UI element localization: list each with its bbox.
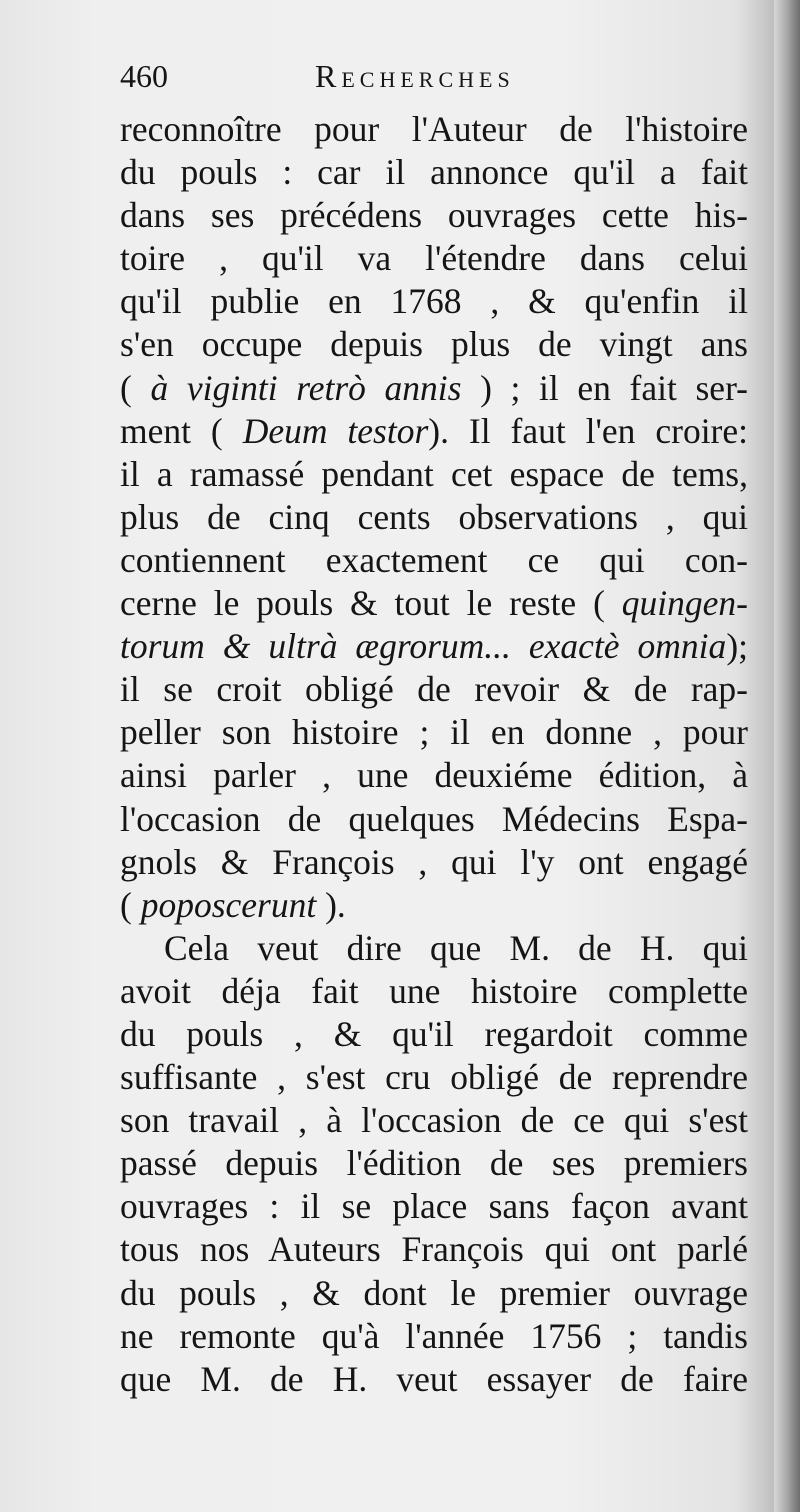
text-line: ( à viginti retrò annis ) ; il en fait ser- xyxy=(120,367,748,408)
text-line: il se croit obligé de revoir & de rap- xyxy=(120,669,748,710)
text-line: cerne le pouls & tout le reste ( quingen- xyxy=(120,583,748,624)
text-line: suffisante , s'est cru obligé de reprendre xyxy=(120,1057,748,1098)
text-line: tous nos Auteurs François qui ont parlé xyxy=(120,1229,748,1270)
text-line: reconnoître pour l'Auteur de l'histoire xyxy=(120,109,748,149)
text-line: ne remonte qu'à l'année 1756 ; tandis xyxy=(120,1315,748,1356)
text-line: du pouls : car il annonce qu'il a fait xyxy=(120,152,748,193)
text-line: Cela veut dire que M. de H. qui xyxy=(164,927,748,968)
page-edge-shadow xyxy=(774,0,800,1512)
text-line: du pouls , & qu'il regardoit comme xyxy=(120,1013,748,1054)
text-line: il a ramassé pendant cet espace de tems, xyxy=(120,453,748,494)
text-line: passé depuis l'édition de ses premiers xyxy=(120,1143,748,1184)
text-line: ouvrages : il se place sans façon avant xyxy=(120,1186,748,1227)
text-line: ment ( Deum testor). Il faut l'en croire: xyxy=(120,410,748,451)
running-title: Recherches xyxy=(315,58,515,94)
text-line: l'occasion de quelques Médecins Espa- xyxy=(120,798,748,839)
text-line: peller son histoire ; il en donne , pour xyxy=(120,712,748,753)
text-line: ainsi parler , une deuxiéme édition, à xyxy=(120,755,748,796)
text-line: avoit déja fait une histoire complette xyxy=(120,970,748,1011)
text-line: ( poposcerunt ). xyxy=(120,884,346,925)
text-line: torum & ultrà ægrorum... exactè omnia); xyxy=(120,626,748,667)
text-line: toire , qu'il va l'étendre dans celui xyxy=(120,238,748,279)
text-line: qu'il publie en 1768 , & qu'enfin il xyxy=(120,281,748,322)
text-line: que M. de H. veut essayer de faire xyxy=(120,1358,748,1399)
text-line: gnols & François , qui l'y ont engagé xyxy=(120,841,748,882)
page-number: 460 xyxy=(120,58,168,94)
body-text xyxy=(120,108,748,1401)
text-line: contiennent exactement ce qui con- xyxy=(120,539,748,580)
text-line: dans ses précédens ouvrages cette his- xyxy=(120,195,748,236)
text-line: s'en occupe depuis plus de vingt ans xyxy=(120,324,748,365)
page-header xyxy=(120,58,748,102)
text-line: plus de cinq cents observations , qui xyxy=(120,496,748,537)
text-line: du pouls , & dont le premier ouvrage xyxy=(120,1272,748,1313)
text-line: son travail , à l'occasion de ce qui s'est xyxy=(120,1100,748,1141)
